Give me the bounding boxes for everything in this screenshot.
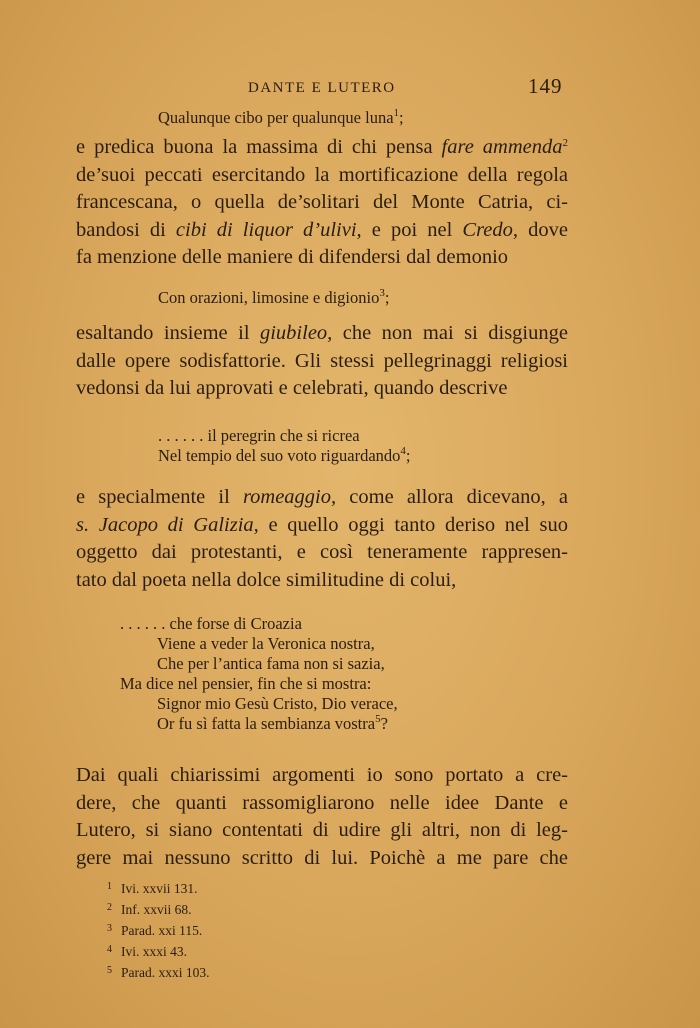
footnote-ref: 5 bbox=[375, 713, 381, 725]
verse-line: Qualunque cibo per qualunque luna bbox=[158, 108, 394, 127]
text-line: tato dal poeta nella dolce similitudine di colui, bbox=[76, 568, 457, 591]
footnote bbox=[107, 877, 210, 898]
footnote-text: Parad. xxxi 103. bbox=[121, 965, 210, 980]
paragraph-4 bbox=[76, 762, 568, 872]
footnote-number: 3 bbox=[107, 923, 112, 934]
text-line: oggetto dai protestanti, e così teneramente rappresen- bbox=[76, 541, 568, 563]
footnote bbox=[107, 919, 210, 940]
verse-line: . . . . . . il peregrin che si ricrea bbox=[158, 426, 360, 445]
text-line: francescana, o quella de’solitari del Monte Catria, ci- bbox=[76, 191, 568, 213]
text-line bbox=[76, 134, 568, 162]
footnote-text: Inf. xxvii 68. bbox=[121, 902, 192, 917]
paragraph-2 bbox=[76, 320, 568, 403]
text-run: e quello oggi tanto deriso nel suo bbox=[258, 513, 568, 536]
footnote-text: Ivi. xxxi 43. bbox=[121, 944, 187, 959]
verse-line: Signor mio Gesù Cristo, Dio verace, bbox=[157, 694, 398, 713]
text-line: gere mai nessuno scritto di lui. Poichè a me pare che bbox=[76, 846, 568, 869]
text-line bbox=[76, 217, 568, 245]
text-run: e predica buona la massima di chi pensa bbox=[76, 136, 442, 158]
verse-line: Viene a veder la Veronica nostra, bbox=[157, 634, 375, 653]
footnote-text: Ivi. xxvii 131. bbox=[121, 881, 198, 896]
footnote bbox=[107, 940, 210, 961]
italic-run: giubileo, bbox=[259, 322, 333, 344]
verse-line: Che per l’antica fama non si sazia, bbox=[157, 654, 385, 673]
text-line bbox=[76, 484, 568, 512]
footnote-ref: 1 bbox=[393, 107, 400, 119]
verse-line bbox=[158, 446, 411, 466]
text-run: esaltando insieme il bbox=[76, 322, 260, 344]
text-run: e poi nel bbox=[361, 218, 463, 241]
text-line bbox=[76, 512, 568, 540]
verse-punct: ; bbox=[399, 108, 404, 127]
italic-run: fare ammenda bbox=[441, 136, 563, 158]
italic-run: cibi di liquor d’ulivi, bbox=[175, 218, 362, 241]
verse-text: Or fu sì fatta la sembianza vostra bbox=[157, 714, 376, 733]
verse-line: Ma dice nel pensier, fin che si mostra: bbox=[120, 674, 372, 693]
text-line: Lutero, si siano contentati di udire gli altri, non di leg- bbox=[76, 819, 568, 841]
footnote bbox=[107, 898, 210, 919]
verse-punct: ? bbox=[380, 714, 388, 733]
page-number: 149 bbox=[528, 74, 563, 98]
verse-quote-2 bbox=[158, 288, 389, 308]
footnote-ref: 4 bbox=[400, 445, 406, 457]
italic-run: romeaggio, bbox=[242, 486, 337, 508]
text-line: Dai quali chiarissimi argomenti io sono portato a cre- bbox=[76, 764, 568, 786]
verse-quote-3 bbox=[158, 426, 411, 466]
text-run: e specialmente il bbox=[76, 486, 243, 508]
text-run: bandosi di bbox=[76, 218, 176, 241]
text-run: dove bbox=[518, 218, 568, 241]
text-line: dere, che quanti rassomigliarono nelle idee Dante e bbox=[76, 791, 568, 814]
verse-line bbox=[120, 714, 398, 734]
footnote-number: 2 bbox=[107, 902, 112, 913]
verse-line: Con orazioni, limosine e digionio bbox=[158, 288, 380, 307]
footnotes bbox=[107, 877, 210, 982]
paragraph-1 bbox=[76, 134, 568, 272]
verse-punct: ; bbox=[405, 446, 411, 465]
verse-text: Nel tempio del suo voto riguardando bbox=[158, 446, 401, 465]
paragraph-3 bbox=[76, 484, 568, 594]
footnote-ref: 2 bbox=[562, 137, 568, 149]
footnote-text: Parad. xxi 115. bbox=[121, 923, 203, 938]
text-line: de’suoi peccati esercitando la mortificazione della regola bbox=[76, 163, 568, 186]
verse-quote-1 bbox=[158, 108, 404, 128]
text-run: che non mai si disgiunge bbox=[332, 322, 568, 344]
text-run: come allora dicevano, a bbox=[336, 486, 568, 508]
page-header bbox=[0, 74, 700, 104]
verse-quote-4 bbox=[120, 614, 398, 734]
footnote-number: 1 bbox=[107, 881, 112, 892]
footnote-number: 5 bbox=[107, 965, 112, 976]
italic-run: s. Jacopo di Galizia, bbox=[76, 513, 259, 536]
text-line bbox=[76, 320, 568, 348]
footnote-ref: 3 bbox=[379, 287, 385, 299]
verse-punct: ; bbox=[384, 288, 390, 307]
footnote bbox=[107, 961, 210, 982]
verse-line: . . . . . . che forse di Croazia bbox=[120, 614, 302, 633]
text-line: fa menzione delle maniere di difendersi dal demonio bbox=[76, 246, 509, 268]
text-line: vedonsi da lui approvati e celebrati, quando descrive bbox=[76, 377, 508, 399]
italic-run: Credo, bbox=[462, 218, 519, 241]
footnote-number: 4 bbox=[107, 944, 112, 955]
running-title: DANTE E LUTERO bbox=[248, 80, 396, 96]
text-line: dalle opere sodisfattorie. Gli stessi pellegrinaggi religiosi bbox=[76, 349, 568, 372]
